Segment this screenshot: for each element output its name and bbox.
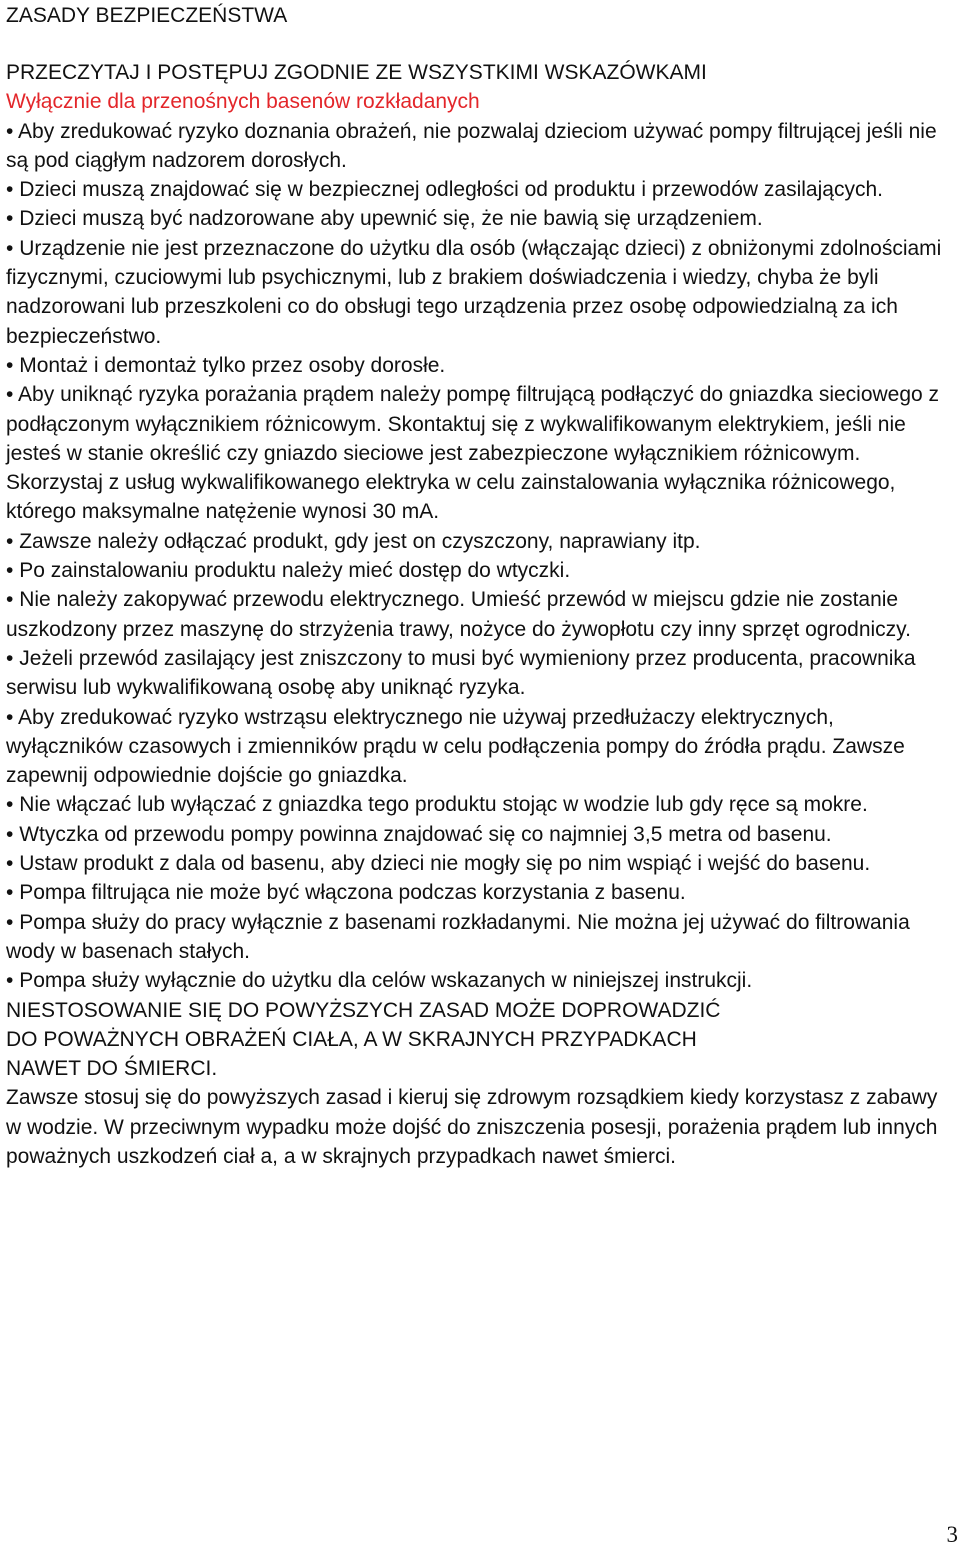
product-scope-subtitle: Wyłącznie dla przenośnych basenów rozkładanych (6, 90, 480, 114)
warning-line: NIESTOSOWANIE SIĘ DO POWYŻSZYCH ZASAD MOŻE DOPROWADZIĆ (6, 998, 721, 1022)
page-number: 3 (946, 1522, 958, 1547)
list-item (6, 117, 954, 176)
list-item-text: Wtyczka od przewodu pompy powinna znajdować się co najmniej 3,5 metra od basenu. (19, 822, 832, 846)
list-item-text: Aby uniknąć ryzyka porażania prądem należy pompę filtrującą podłączyć do gniazdka sieciowego z podłączonym wyłącznikiem różnicowym. Skontaktuj się z wykwalifikowanym elektrykiem, jeśli nie jesteś w stanie określić czy gniazdo sieciowe jest zabezpieczone wyłącznikiem różnicowym. Skorzystaj z usług wykwalifikowanego elektryka w celu zainstalowania wyłącznika różnicowego, którego maksymalne natężenie wynosi 30 mA. (6, 383, 940, 524)
warning-notice (6, 996, 954, 1084)
bullet-icon: • (6, 646, 14, 670)
list-item (6, 234, 954, 351)
bullet-icon: • (6, 207, 14, 231)
list-item-text: Po zainstalowaniu produktu należy mieć dostęp do wtyczki. (19, 559, 571, 583)
list-item (6, 790, 954, 819)
list-item-text: Aby zredukować ryzyko wstrząsu elektrycznego nie używaj przedłużaczy elektrycznych, wyłączników czasowych i zmienników prądu w celu podłączenia pompy do źródła prądu. Zawsze zapewnij odpowiednie dojście go gniazdka. (6, 705, 905, 788)
list-item-text: Zawsze należy odłączać produkt, gdy jest on czyszczony, naprawiany itp. (19, 529, 701, 553)
bullet-icon: • (6, 559, 14, 583)
list-item (6, 585, 954, 644)
warning-line: DO POWAŻNYCH OBRAŻEŃ CIAŁA, A W SKRAJNYCH PRZYPADKACH (6, 1027, 697, 1051)
list-item-text: Pompa służy wyłącznie do użytku dla celów wskazanych w niniejszej instrukcji. (19, 969, 753, 993)
bullet-icon: • (6, 822, 14, 846)
closing-paragraph: Zawsze stosuj się do powyższych zasad i kieruj się zdrowym rozsądkiem kiedy korzystasz z zabawy w wodzie. W przeciwnym wypadku może dojść do zniszczenia posesji, porażenia prądem lub innych poważnych uszkodzeń ciał a, a w skrajnych przypadkach nawet śmierci. (6, 1086, 938, 1168)
bullet-icon: • (6, 353, 14, 377)
list-item (6, 849, 954, 878)
bullet-icon: • (6, 852, 14, 876)
list-item-text: Aby zredukować ryzyko doznania obrażeń, nie pozwalaj dzieciom używać pompy filtrującej jeśli nie są pod ciągłym nadzorem dorosłych. (6, 119, 937, 172)
list-item (6, 175, 954, 204)
page-title: ZASADY BEZPIECZEŃSTWA (6, 4, 288, 27)
bullet-icon: • (6, 793, 14, 817)
list-item-text: Urządzenie nie jest przeznaczone do użytku dla osób (włączając dzieci) z obniżonymi zdolnościami fizycznymi, czuciowymi lub psychicznymi, lub z brakiem doświadczenia i wiedzy, chyba że byli nadzorowani lub przeszkoleni co do obsługi tego urządzenia przez osobę odpowiedzialną za ich bezpieczeństwo. (6, 236, 942, 348)
list-item-text: Dzieci muszą być nadzorowane aby upewnić się, że nie bawią się urządzeniem. (19, 207, 763, 231)
warning-line: NAWET DO ŚMIERCI. (6, 1057, 218, 1081)
bullet-icon: • (6, 178, 14, 202)
list-item (6, 703, 954, 791)
list-item (6, 380, 954, 526)
list-item-text: Nie należy zakopywać przewodu elektrycznego. Umieść przewód w miejscu gdzie nie zostanie uszkodzony przez maszynę do strzyżenia trawy, nożyce do żywopłotu czy inny sprzęt ogrodniczy. (6, 588, 911, 641)
list-item-text: Pompa filtrująca nie może być włączona podczas korzystania z basenu. (19, 881, 686, 905)
bullet-icon: • (6, 705, 14, 729)
list-item (6, 820, 954, 849)
bullet-icon: • (6, 119, 14, 143)
list-item (6, 878, 954, 907)
bullet-icon: • (6, 910, 14, 934)
safety-bullet-list (6, 117, 954, 996)
list-item-text: Pompa służy do pracy wyłącznie z basenami rozkładanymi. Nie można jej używać do filtrowania wody w basenach stałych. (6, 910, 910, 963)
list-item (6, 204, 954, 233)
list-item-text: Dzieci muszą znajdować się w bezpiecznej odległości od produktu i przewodów zasilających. (19, 178, 883, 202)
list-item (6, 908, 954, 967)
list-item (6, 966, 954, 995)
bullet-icon: • (6, 236, 14, 260)
list-item-text: Montaż i demontaż tylko przez osoby dorosłe. (19, 353, 446, 377)
bullet-icon: • (6, 969, 14, 993)
list-item (6, 644, 954, 703)
bullet-icon: • (6, 881, 14, 905)
bullet-icon: • (6, 588, 14, 612)
list-item-text: Ustaw produkt z dala od basenu, aby dzieci nie mogły się po nim wspiąć i wejść do basenu. (19, 852, 871, 876)
bullet-icon: • (6, 529, 14, 553)
list-item (6, 556, 954, 585)
list-item (6, 351, 954, 380)
list-item (6, 527, 954, 556)
section-heading: PRZECZYTAJ I POSTĘPUJ ZGODNIE ZE WSZYSTKIMI WSKAZÓWKAMI (6, 61, 707, 84)
list-item-text: Nie włączać lub wyłączać z gniazdka tego produktu stojąc w wodzie lub gdy ręce są mokre. (19, 793, 868, 817)
document-body (6, 58, 954, 1171)
list-item-text: Jeżeli przewód zasilający jest zniszczony to musi być wymieniony przez producenta, pracownika serwisu lub wykwalifikowaną osobę aby uniknąć ryzyka. (6, 646, 916, 700)
bullet-icon: • (6, 383, 14, 407)
